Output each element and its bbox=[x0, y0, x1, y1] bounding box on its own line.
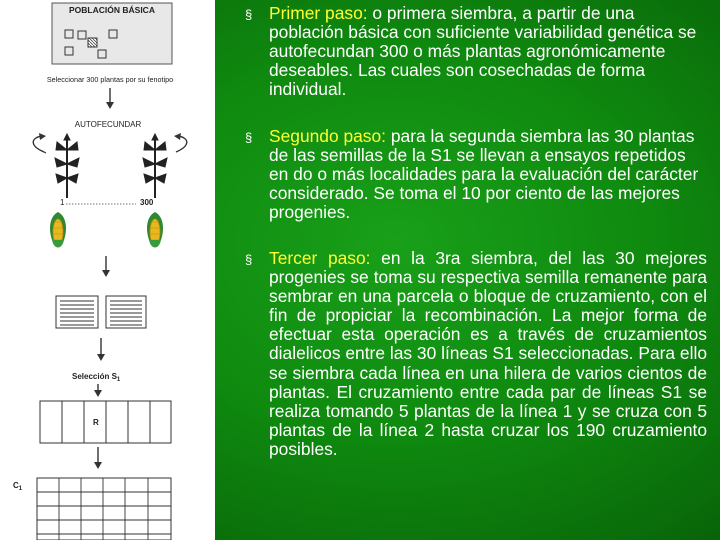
range-start: 1 bbox=[60, 198, 65, 207]
bullet-icon: § bbox=[245, 7, 253, 22]
base-population-box bbox=[52, 3, 172, 64]
selection-scheme-diagram bbox=[0, 0, 215, 540]
range-end: 300 bbox=[140, 198, 154, 207]
corn-ear-icon bbox=[147, 212, 163, 248]
self-pollination-arrow-icon bbox=[174, 133, 187, 152]
step-2 bbox=[245, 127, 707, 222]
step-1-title: Primer paso: bbox=[269, 3, 368, 23]
arrow-down-icon bbox=[94, 447, 102, 469]
arrow-down-icon bbox=[97, 338, 105, 361]
c1-label: $C_1$ bbox=[13, 481, 23, 492]
c1-grid bbox=[37, 478, 171, 540]
bullet-icon: § bbox=[245, 130, 253, 145]
self-pollination-arrow-icon bbox=[33, 133, 46, 153]
step-1 bbox=[245, 4, 707, 99]
step-3 bbox=[245, 249, 707, 459]
arrow-down-icon bbox=[94, 384, 102, 397]
progeny-rows-box bbox=[106, 296, 146, 328]
autofecundar-label: AUTOFECUNDAR bbox=[74, 120, 142, 129]
select-300-label: Seleccionar 300 plantas por su fenotipo bbox=[46, 75, 174, 84]
diagram-canvas bbox=[0, 0, 215, 540]
maize-plant-icon bbox=[55, 134, 79, 198]
step-2-title: Segundo paso: bbox=[269, 126, 387, 146]
selection-s1-label: Selección $S_1$ bbox=[72, 372, 121, 383]
step-3-text: en la 3ra siembra, del las 30 mejores progenies se toma su respectiva semilla remanente para sembrar en una parcela o bloque de cruzamiento, con el fin de propiciar la recombinación. La mejor forma de efectuar esta operación es a través de cruzamientos dialelicos entre las 30 líneas S1 seleccionadas. Para ello se siembra cada línea en una hilera de varios cientos de plantas. El cruzamiento entre cada par de líneas S1 se realiza tomando 5 plantas de la línea 1 y se cruza con 5 plantas de la línea 2 hasta cruzar los 190 cruzamiento posibles. bbox=[269, 248, 708, 459]
maize-plant-icon bbox=[143, 134, 167, 198]
recombination-block bbox=[40, 401, 171, 443]
progeny-rows-box bbox=[56, 296, 98, 328]
bullet-icon: § bbox=[245, 252, 253, 267]
step-2-text: para la segunda siembra las 30 plantas de las semillas de la S1 se llevan a ensayos repetidos en do o más localidades para la evaluación del carácter considerado. Se toma el 10 por ciento de las mejores progenies. bbox=[269, 126, 699, 223]
step-1-text: o primera siembra, a partir de una población básica con suficiente variabilidad genética se autofecundan 300 o más plantas agronómicamente deseables. Las cuales son cosechadas de forma individual. bbox=[269, 3, 697, 100]
base-population-label: POBLACIÓN BÁSICA bbox=[69, 5, 155, 15]
arrow-down-icon bbox=[106, 88, 114, 109]
r-label: R bbox=[93, 418, 99, 427]
step-3-title: Tercer paso: bbox=[269, 248, 371, 268]
corn-ear-icon bbox=[50, 212, 66, 248]
arrow-down-icon bbox=[102, 256, 110, 277]
steps-text-panel bbox=[245, 0, 710, 540]
